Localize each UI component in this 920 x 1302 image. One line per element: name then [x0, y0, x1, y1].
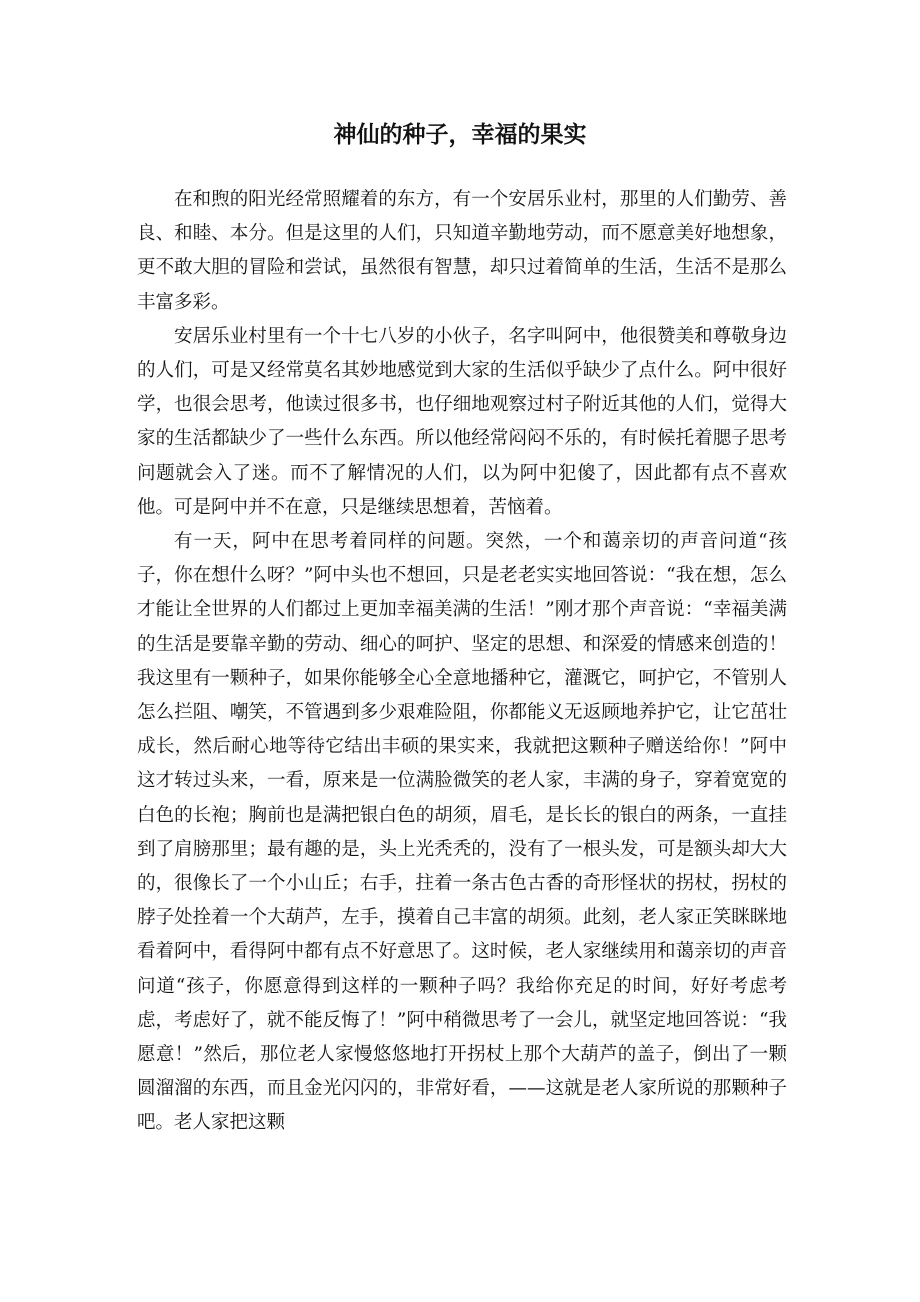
paragraph-1: 在和煦的阳光经常照耀着的东方，有一个安居乐业村，那里的人们勤劳、善良、和睦、本分。但是这里的人们，只知道辛勤地劳动，而不愿意美好地想象，更不敢大胆的冒险和尝试，虽然很有智慧，却只过着简单的生活，生活不是那么丰富多彩。 [137, 189, 787, 313]
document-title: 神仙的种子，幸福的果实 [333, 122, 587, 148]
paragraph-3: 有一天，阿中在思考着同样的问题。突然，一个和蔼亲切的声音问道“孩子，你在想什么呀？”阿中头也不想回，只是老老实实地回答说：“我在想，怎么才能让全世界的人们都过上更加幸福美满的生活！”刚才那个声音说：“幸福美满的生活是要靠辛勤的劳动、细心的呵护、坚定的思想、和深爱的情感来创造的！我这里有一颗种子，如果你能够全心全意地播种它，灌溉它，呵护它，不管别人怎么拦阻、嘲笑，不管遇到多少艰难险阻，你都能义无返顾地养护它，让它茁壮成长，然后耐心地等待它结出丰硕的果实来，我就把这颗种子赠送给你！”阿中这才转过头来，一看，原来是一位满脸微笑的老人家，丰满的身子，穿着宽宽的白色的长袍；胸前也是满把银白色的胡须，眉毛，是长长的银白的两条，一直挂到了肩膀那里；最有趣的是，头上光秃秃的，没有了一根头发，可是额头却大大的，很像长了一个小山丘；右手，拄着一条古色古香的奇形怪状的拐杖，拐杖的脖子处拴着一个大葫芦，左手，摸着自己丰富的胡须。此刻，老人家正笑眯眯地看着阿中，看得阿中都有点不好意思了。这时候，老人家继续用和蔼亲切的声音问道“孩子，你愿意得到这样的一颗种子吗？我给你充足的时间，好好考虑考虑，考虑好了，就不能反悔了！”阿中稍微思考了一会儿，就坚定地回答说：“我愿意！”然后，那位老人家慢悠悠地打开拐杖上那个大葫芦的盖子，倒出了一颗圆溜溜的东西，而且金光闪闪的，非常好看，——这就是老人家所说的那颗种子吧。老人家把这颗 [137, 531, 787, 1134]
document-body [137, 183, 787, 1141]
paragraph-2: 安居乐业村里有一个十七八岁的小伙子，名字叫阿中，他很赞美和尊敬身边的人们，可是又经常莫名其妙地感觉到大家的生活似乎缺少了点什么。阿中很好学，也很会思考，他读过很多书，也仔细地观察过村子附近其他的人们，觉得大家的生活都缺少了一些什么东西。所以他经常闷闷不乐的，有时候托着腮子思考问题就会入了迷。而不了解情况的人们，以为阿中犯傻了，因此都有点不喜欢他。可是阿中并不在意，只是继续思想着，苦恼着。 [137, 325, 787, 518]
